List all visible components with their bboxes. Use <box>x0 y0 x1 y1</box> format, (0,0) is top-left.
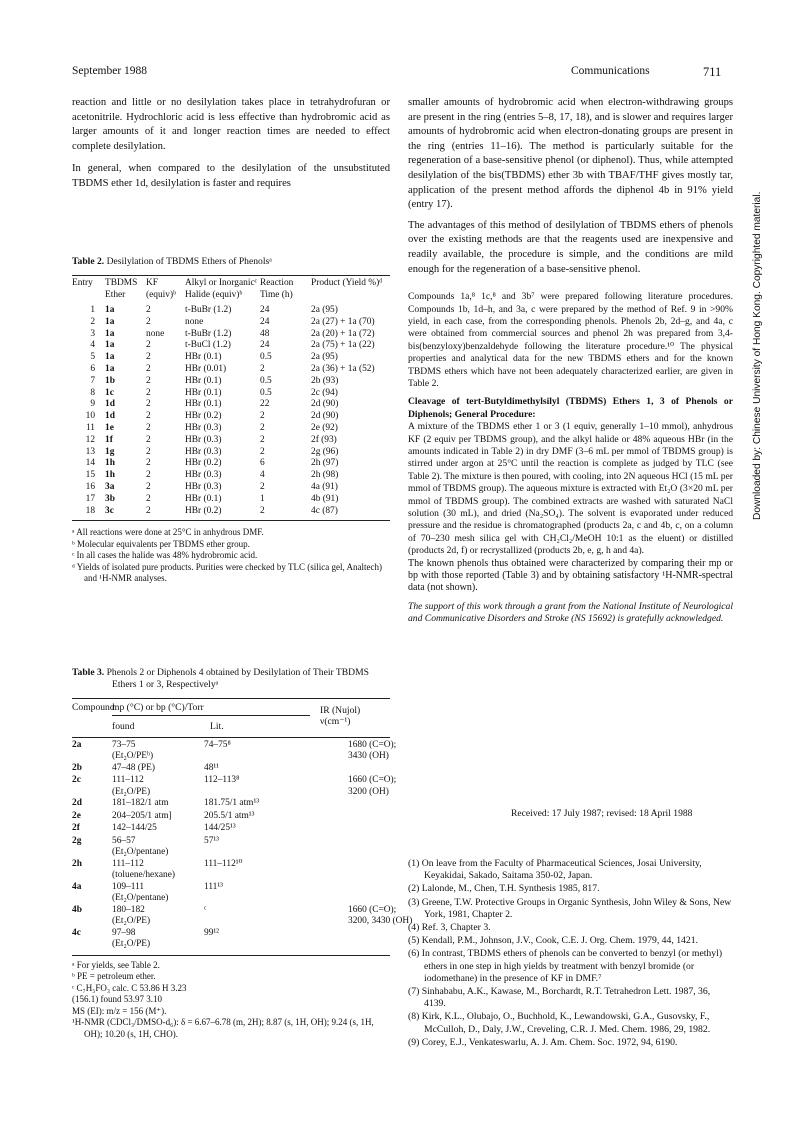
table-cell: 24 <box>260 305 270 315</box>
table-footnote: ᶜ C₇H₅FO₃ calc. C 53.86 H 3.23 <box>72 982 187 993</box>
table-cell: 2f (93) <box>311 434 337 445</box>
table-cell: 2 <box>260 411 265 422</box>
table-cell: none <box>185 316 204 327</box>
table-row <box>72 494 390 506</box>
table-row <box>72 470 390 482</box>
table-cell: 142–144/25 <box>112 823 157 834</box>
table-cell: 2 <box>260 434 265 445</box>
table-cell: 11 <box>85 422 95 433</box>
table-cell: t-BuCl (1.2) <box>185 340 231 351</box>
right-column <box>408 96 733 626</box>
table-cell: 3c <box>105 505 114 516</box>
table-cell: 2g <box>72 835 82 846</box>
table-row <box>72 329 390 341</box>
t2-header: Alkyl or Inorganicᶜ Halide (equiv)ᵇ <box>185 278 258 301</box>
table-cell: 1660 (C=O); <box>348 904 397 915</box>
table-cell: 12 <box>85 434 95 445</box>
table-cell: 204–205/1 atm] <box>112 810 172 821</box>
table-cell: 4b (91) <box>311 493 339 504</box>
table-row <box>72 506 390 518</box>
table-cell: 180–182 <box>112 904 145 915</box>
table-cell: 10 <box>85 411 95 422</box>
table-footnote: ᵃ All reactions were done at 25°C in anhydrous DMF. <box>72 527 264 538</box>
table-cell: 13 <box>85 446 95 457</box>
table-cell: (Et₂O/pentane) <box>112 847 169 858</box>
table-row <box>72 859 390 882</box>
table-cell: 1h <box>105 458 115 469</box>
table-cell: (Et₂O/PE) <box>112 939 151 950</box>
t2-header: Product (Yield %)ᵈ <box>311 278 383 289</box>
table-cell: 4c <box>72 927 81 938</box>
characterization-paragraph: The known phenols thus obtained were characterized by comparing their mp or bp with those reported (Table 3) and by obtaining satisfactory ¹H-NMR-spectral data (not shown). <box>408 557 733 594</box>
table-cell: 3b <box>105 493 115 504</box>
table-cell: 1f <box>105 434 113 445</box>
table-cell: 2 <box>260 363 265 374</box>
table-row <box>72 775 397 798</box>
table-cell: HBr (0.3) <box>185 422 222 433</box>
table-cell: 1h <box>105 470 115 481</box>
t2-header: KF (equiv)ᵇ <box>146 278 176 301</box>
table-cell: 2e <box>72 810 81 821</box>
table-row <box>72 447 390 459</box>
reference-item: (9) Corey, E.J., Venkateswarlu, A. J. Am. Chem. Soc. 1972, 94, 6190. <box>408 1036 678 1048</box>
table-cell: 15 <box>85 470 95 481</box>
table-cell: 4 <box>90 340 95 351</box>
table-cell: 1a <box>105 316 115 327</box>
left-column <box>72 96 390 192</box>
table-cell: (toluene/hexane) <box>112 870 175 881</box>
table-3-footnotes <box>72 960 390 1041</box>
table-cell: 2f <box>72 823 80 834</box>
table-2-body <box>72 302 390 517</box>
table-cell: 2 <box>146 399 151 410</box>
running-header-journal: Communications <box>571 65 650 77</box>
reference-item: (2) Lalonde, M., Chen, T.H. Synthesis 1985, 817. <box>408 883 600 895</box>
table-cell: 2 <box>146 375 151 386</box>
table-row <box>72 388 390 400</box>
table-cell: 2 <box>146 422 151 433</box>
table-cell: 48 <box>260 328 270 339</box>
table-row <box>72 376 390 388</box>
table-cell: 4a (91) <box>311 481 338 492</box>
table-cell: HBr (0.1) <box>185 387 222 398</box>
t3-header-found: found <box>112 720 135 732</box>
table-cell: 111–112 <box>112 775 144 786</box>
table-2-footnotes <box>72 527 390 585</box>
table-2 <box>72 256 390 585</box>
table-3 <box>72 667 413 1040</box>
table-row <box>72 423 390 435</box>
table-cell: HBr (0.1) <box>185 352 222 363</box>
table-row <box>72 739 397 763</box>
table-footnote: ᵈ Yields of isolated pure products. Purities were checked by TLC (silica gel, Analtech) and ¹H-NMR analyses. <box>72 561 382 584</box>
table-footnote: ᵃ For yields, see Table 2. <box>72 959 160 970</box>
table-cell: 2 <box>146 305 151 315</box>
table-cell: 2g (96) <box>311 446 339 457</box>
page-number: 711 <box>703 65 722 79</box>
table-cell: 2 <box>146 316 151 327</box>
table-footnote: MS (EI): m/z = 156 (M⁺). <box>72 1005 167 1016</box>
right-paragraph-2: The advantages of this method of desilylation of TBDMS ethers of phenols over the existing methods are that the reagents used are inexpensive and readily available, the procedure is simple, and the conditions are mild enough for the regeneration of a base-sensitive phenol. <box>408 219 733 275</box>
t2-header: Entry <box>72 278 93 289</box>
table-cell: 205.5/1 atm¹³ <box>204 810 255 821</box>
table-footnote: ᶜ In all cases the halide was 48% hydrobromic acid. <box>72 550 258 561</box>
table-cell: 74–75⁸ <box>204 739 231 750</box>
t3-header-lit: Lit. <box>210 720 224 732</box>
table-row <box>72 763 390 776</box>
table-3-body <box>72 739 413 951</box>
reference-item: (6) In contrast, TBDMS ethers of phenols can be converted to benzyl (or methyl) ethers in one step in high yields by treatment with benzyl bromide (or iodomethane) in the presence of KF in DMF.⁷ <box>408 948 723 984</box>
table-row <box>72 399 390 411</box>
table-row <box>72 882 390 905</box>
table-2-caption: Table 2. Desilylation of TBDMS Ethers of Phenolsᵃ <box>72 256 272 267</box>
reference-item: (3) Greene, T.W. Protective Groups in Organic Synthesis, John Wiley & Sons, New York, 1981, Chapter 2. <box>408 896 732 920</box>
table-row <box>72 364 390 376</box>
table-cell: 48¹¹ <box>204 762 219 773</box>
table-cell: 2c (94) <box>311 387 338 398</box>
t3-header-mp: mp (°C) or bp (°C)/Torr <box>112 701 204 713</box>
table-cell: t-BuBr (1.2) <box>185 305 232 315</box>
table-cell: 2d (90) <box>311 411 339 422</box>
table-cell: 2 <box>146 470 151 481</box>
table-cell: 1a <box>105 328 115 339</box>
table-row <box>72 798 390 811</box>
table-cell: 2a (36) + 1a (52) <box>311 363 375 374</box>
table-cell: 16 <box>85 481 95 492</box>
table-cell: 2a (20) + 1a (72) <box>311 328 375 339</box>
reference-item: (7) Sinhababu, A.K., Kawase, M., Borchardt, R.T. Tetrahedron Lett. 1987, 36, 4139. <box>408 986 711 1010</box>
download-watermark: Downloaded by: Chinese University of Hong Kong. Copyrighted material. <box>752 191 763 520</box>
table-cell: HBr (0.3) <box>185 481 222 492</box>
table-row <box>72 352 390 364</box>
table-row <box>72 435 390 447</box>
table-cell: 2 <box>146 352 151 363</box>
table-cell: 1 <box>90 305 95 315</box>
table-cell: 1a <box>105 305 115 315</box>
table-cell: 3430 (OH) <box>348 751 389 762</box>
right-paragraph-1: smaller amounts of hydrobromic acid when electron-withdrawing groups are present in the ring (entries 5–8, 17, 18), and is slower and requires larger amounts of hydrobromic acid when electron-donating groups are present in the ring (entries 11–16). The method is particularly suitable for the regeneration of a base-sensitive phenol (or diphenol). Thus, while attempted desilylation of the bis(TBDMS) ether 3b with TBAF/THF gives mostly tar, application of the present method affords the diphenol 4b in 91% yield (entry 17). <box>408 97 733 211</box>
table-cell: HBr (0.2) <box>185 458 222 469</box>
table-cell: 3200, 3430 (OH) <box>348 916 413 927</box>
table-3-caption: Table 3. Phenols 2 or Diphenols 4 obtained by Desilylation of Their TBDMS Ethers 1 or 3, Respectivelyᵃ <box>72 667 369 691</box>
table-cell: 2 <box>146 493 151 504</box>
references <box>408 858 733 1050</box>
table-cell: 2h (97) <box>311 458 339 469</box>
table-cell: 1b <box>105 375 115 386</box>
table-cell: 2h <box>72 858 82 869</box>
table-cell: HBr (0.1) <box>185 375 222 386</box>
table-row <box>72 836 390 859</box>
reference-item: (8) Kirk, K.L., Olubajo, O., Buchhold, K., Lewandowski, G.A., Gusovsky, F., McCulloh, D., Daly, J.W., Creveling, C.R. J. Med. Chem. 1986, 29, 1982. <box>408 1011 711 1035</box>
table-cell: 2a (95) <box>311 305 338 315</box>
t3-header-compound: Compound <box>72 701 115 713</box>
left-paragraph-1: reaction and little or no desilylation takes place in tetrahydrofuran or acetonitrile. Hydrochloric acid is less effective than hydrobromic acid as larger amounts of it and longer reaction times are needed to effect complete desilylation. <box>72 97 390 152</box>
table-cell: 1a <box>105 352 115 363</box>
table-row <box>72 411 390 423</box>
table-cell: 2 <box>260 422 265 433</box>
received-dates: Received: 17 July 1987; revised: 18 April 1988 <box>511 808 693 819</box>
table-cell: 97–98 <box>112 927 136 938</box>
table-cell: 2b <box>72 762 82 773</box>
table-cell: 2a (27) + 1a (70) <box>311 316 375 327</box>
table-cell: 4 <box>260 470 265 481</box>
table-cell: 111¹³ <box>204 881 223 892</box>
table-cell: 181–182/1 atm <box>112 798 169 809</box>
procedure-title: Cleavage of tert-Butyldimethylsilyl (TBDMS) Ethers 1, 3 of Phenols or Diphenols; General Procedure: <box>408 396 733 420</box>
table-footnote: (156.1) found 53.97 3.10 <box>72 994 162 1005</box>
table-cell: 2 <box>260 505 265 516</box>
table-row <box>72 458 390 470</box>
table-cell: 73–75 <box>112 739 136 750</box>
table-cell: 0.5 <box>260 375 272 386</box>
table-cell: 5 <box>90 352 95 363</box>
table-row <box>72 302 390 317</box>
table-cell: 6 <box>260 458 265 469</box>
table-cell: 111–112 <box>112 858 144 869</box>
table-cell: 0.5 <box>260 352 272 363</box>
table-cell: 2 <box>260 446 265 457</box>
table-cell: 1a <box>105 340 115 351</box>
table-cell: 2 <box>146 411 151 422</box>
table-cell: 2 <box>146 387 151 398</box>
table-cell: 1e <box>105 422 114 433</box>
table-cell: 9 <box>90 399 95 410</box>
table-cell: 2d (90) <box>311 399 339 410</box>
table-cell: 1a <box>105 363 115 374</box>
table-footnote: ᵇ Molecular equivalents per TBDMS ether group. <box>72 538 250 549</box>
table-cell: 2b (93) <box>311 375 339 386</box>
table-cell: (Et₂O/PE) <box>112 916 151 927</box>
table-cell: HBr (0.2) <box>185 505 222 516</box>
table-cell: 1d <box>105 399 115 410</box>
table-cell: ᶜ <box>204 904 207 915</box>
table-cell: 1c <box>105 387 114 398</box>
table-cell: 144/25¹³ <box>204 823 236 834</box>
table-cell: 4b <box>72 904 82 915</box>
table-cell: 2 <box>146 505 151 516</box>
table-cell: 2 <box>146 434 151 445</box>
table-cell: 8 <box>90 387 95 398</box>
table-cell: 2a (95) <box>311 352 338 363</box>
table-cell: HBr (0.3) <box>185 470 222 481</box>
table-cell: 14 <box>85 458 95 469</box>
table-cell: 1g <box>105 446 115 457</box>
table-cell: 4a <box>72 881 82 892</box>
table-cell: 1d <box>105 411 115 422</box>
table-cell: 56–57 <box>112 835 136 846</box>
table-cell: 2h (98) <box>311 470 339 481</box>
table-cell: (Et₂O/pentane) <box>112 893 169 904</box>
table-cell: HBr (0.01) <box>185 363 227 374</box>
table-cell: 1680 (C=O); <box>348 739 397 750</box>
table-cell: 22 <box>260 399 270 410</box>
t3-header-ir: IR (Nujol) ν(cm⁻¹) <box>320 704 361 727</box>
table-cell: 111–112¹⁰ <box>204 858 243 869</box>
table-cell: 2a (75) + 1a (22) <box>311 340 375 351</box>
reference-item: (1) On leave from the Faculty of Pharmaceutical Sciences, Josai University, Keyakidai, Sakado, Saitama 350-02, Japan. <box>408 858 702 882</box>
table-cell: (Et₂O/PE) <box>112 786 151 797</box>
table-cell: 7 <box>90 375 95 386</box>
table-cell: 2c <box>72 775 81 786</box>
table-cell: t-BuBr (1.2) <box>185 328 232 339</box>
table-cell: none <box>146 328 165 339</box>
experimental-paragraph: Compounds 1a,⁸ 1c,⁸ and 3b⁷ were prepared following literature procedures. Compounds 1b, 1d–h, and 3a, c were prepared by the method of Ref. 9 in >90% yield, in each case, from the corresponding phenols. Phenols 2b, 2d–g, and 4a, c were obtained from commercial sources and phenol 2h was prepared from 3,4-bis(benzyloxy)benzaldehyde following the literature procedure.¹⁰ The physical properties and analytical data for the new TBDMS ethers and for the known TBDMS ethers which have not been adequately characterized earlier, are given in Table 2. <box>408 291 733 389</box>
table-cell: 112–113⁸ <box>204 775 240 786</box>
table-2-grid <box>72 278 390 517</box>
reference-item: (5) Kendall, P.M., Johnson, J.V., Cook, C.E. J. Org. Chem. 1979, 44, 1421. <box>408 935 699 947</box>
table-cell: 4c (87) <box>311 505 338 516</box>
table-cell: 2 <box>146 458 151 469</box>
t2-header: TBDMS Ether <box>105 278 138 301</box>
table-cell: 2 <box>90 316 95 327</box>
table-cell: 18 <box>85 505 95 516</box>
table-cell: 3a <box>105 481 115 492</box>
table-cell: 3 <box>90 328 95 339</box>
table-cell: 3200 (OH) <box>348 786 389 797</box>
table-cell: HBr (0.3) <box>185 446 222 457</box>
table-footnote: ¹H-NMR (CDCl₃/DMSO-d₆): δ = 6.67–6.78 (m, 2H); 8.87 (s, 1H, OH); 9.24 (s, 1H, OH); 10.20 (s, 1H, CHO). <box>72 1017 374 1039</box>
table-cell: 6 <box>90 363 95 374</box>
table-footnote: ᵇ PE = petroleum ether. <box>72 971 156 982</box>
table-cell: HBr (0.3) <box>185 434 222 445</box>
reference-item: (4) Ref. 3, Chapter 3. <box>408 922 491 934</box>
table-row <box>72 482 390 494</box>
table-row <box>72 811 390 824</box>
running-header-date: September 1988 <box>72 65 148 77</box>
table-cell: 2 <box>146 446 151 457</box>
table-cell: 2 <box>146 481 151 492</box>
table-cell: 1 <box>260 493 265 504</box>
table-row <box>72 928 390 951</box>
table-cell: 2a <box>72 739 82 750</box>
table-row <box>72 823 390 836</box>
table-cell: 2e (92) <box>311 422 338 433</box>
table-cell: 2 <box>146 363 151 374</box>
table-cell: 2 <box>146 340 151 351</box>
table-cell: 0.5 <box>260 387 272 398</box>
table-cell: 47–48 (PE) <box>112 762 155 773</box>
left-paragraph-2: In general, when compared to the desilylation of the unsubstituted TBDMS ether 1d, desilylation is faster and requires <box>72 163 390 189</box>
table-cell: 109–111 <box>112 881 145 892</box>
table-row <box>72 904 413 928</box>
table-cell: HBr (0.2) <box>185 411 222 422</box>
table-cell: (Et₂O/PEᵇ) <box>112 751 154 762</box>
table-cell: HBr (0.1) <box>185 493 222 504</box>
table-cell: 24 <box>260 316 270 327</box>
table-row <box>72 317 390 329</box>
table-cell: 2 <box>260 481 265 492</box>
table-row <box>72 340 390 352</box>
table-cell: 181.75/1 atm¹³ <box>204 798 260 809</box>
table-cell: 17 <box>85 493 95 504</box>
table-cell: 2d <box>72 798 82 809</box>
table-cell: 1660 (C=O); <box>348 775 397 786</box>
table-cell: HBr (0.1) <box>185 399 222 410</box>
t2-header: Reaction Time (h) <box>260 278 294 301</box>
table-cell: 57¹³ <box>204 835 219 846</box>
table-cell: 99¹² <box>204 927 219 938</box>
table-cell: 24 <box>260 340 270 351</box>
acknowledgement: The support of this work through a grant from the National Institute of Neurological and Communicative Disorders and Stroke (NS 15692) is gratefully acknowledged. <box>408 600 733 625</box>
procedure-text: A mixture of the TBDMS ether 1 or 3 (1 equiv, generally 1–10 mmol), anhydrous KF (2 equiv per TBDMS group), and the alkyl halide or 48% aqueous HBr (in the amounts indicated in Table 2) in dry DMF (3–6 mL per mmol of TBDMS group) is stirred under argon at 25°C until the reaction is complete as judged by TLC (see Table 2). The mixture is then poured, with cooling, into 2N aqueous HCl (15 mL per mmol of TBDMS group). The aqueous mixture is extracted with Et₂O (3×20 mL per mmol of TBDMS group). The combined extracts are washed with saturated NaCl solution (30 mL), and dried (Na₂SO₄). The solvent is evaporated under reduced pressure and the residue is chromatographed (products 2a, c and 4b, c, on a column of 70–230 mesh silica gel with CH₂Cl₂/MeOH 10:1 as the eluent) or distilled (products 2d, f) or recrystallized (products 2b, e, g, h and 4a). <box>408 421 733 557</box>
